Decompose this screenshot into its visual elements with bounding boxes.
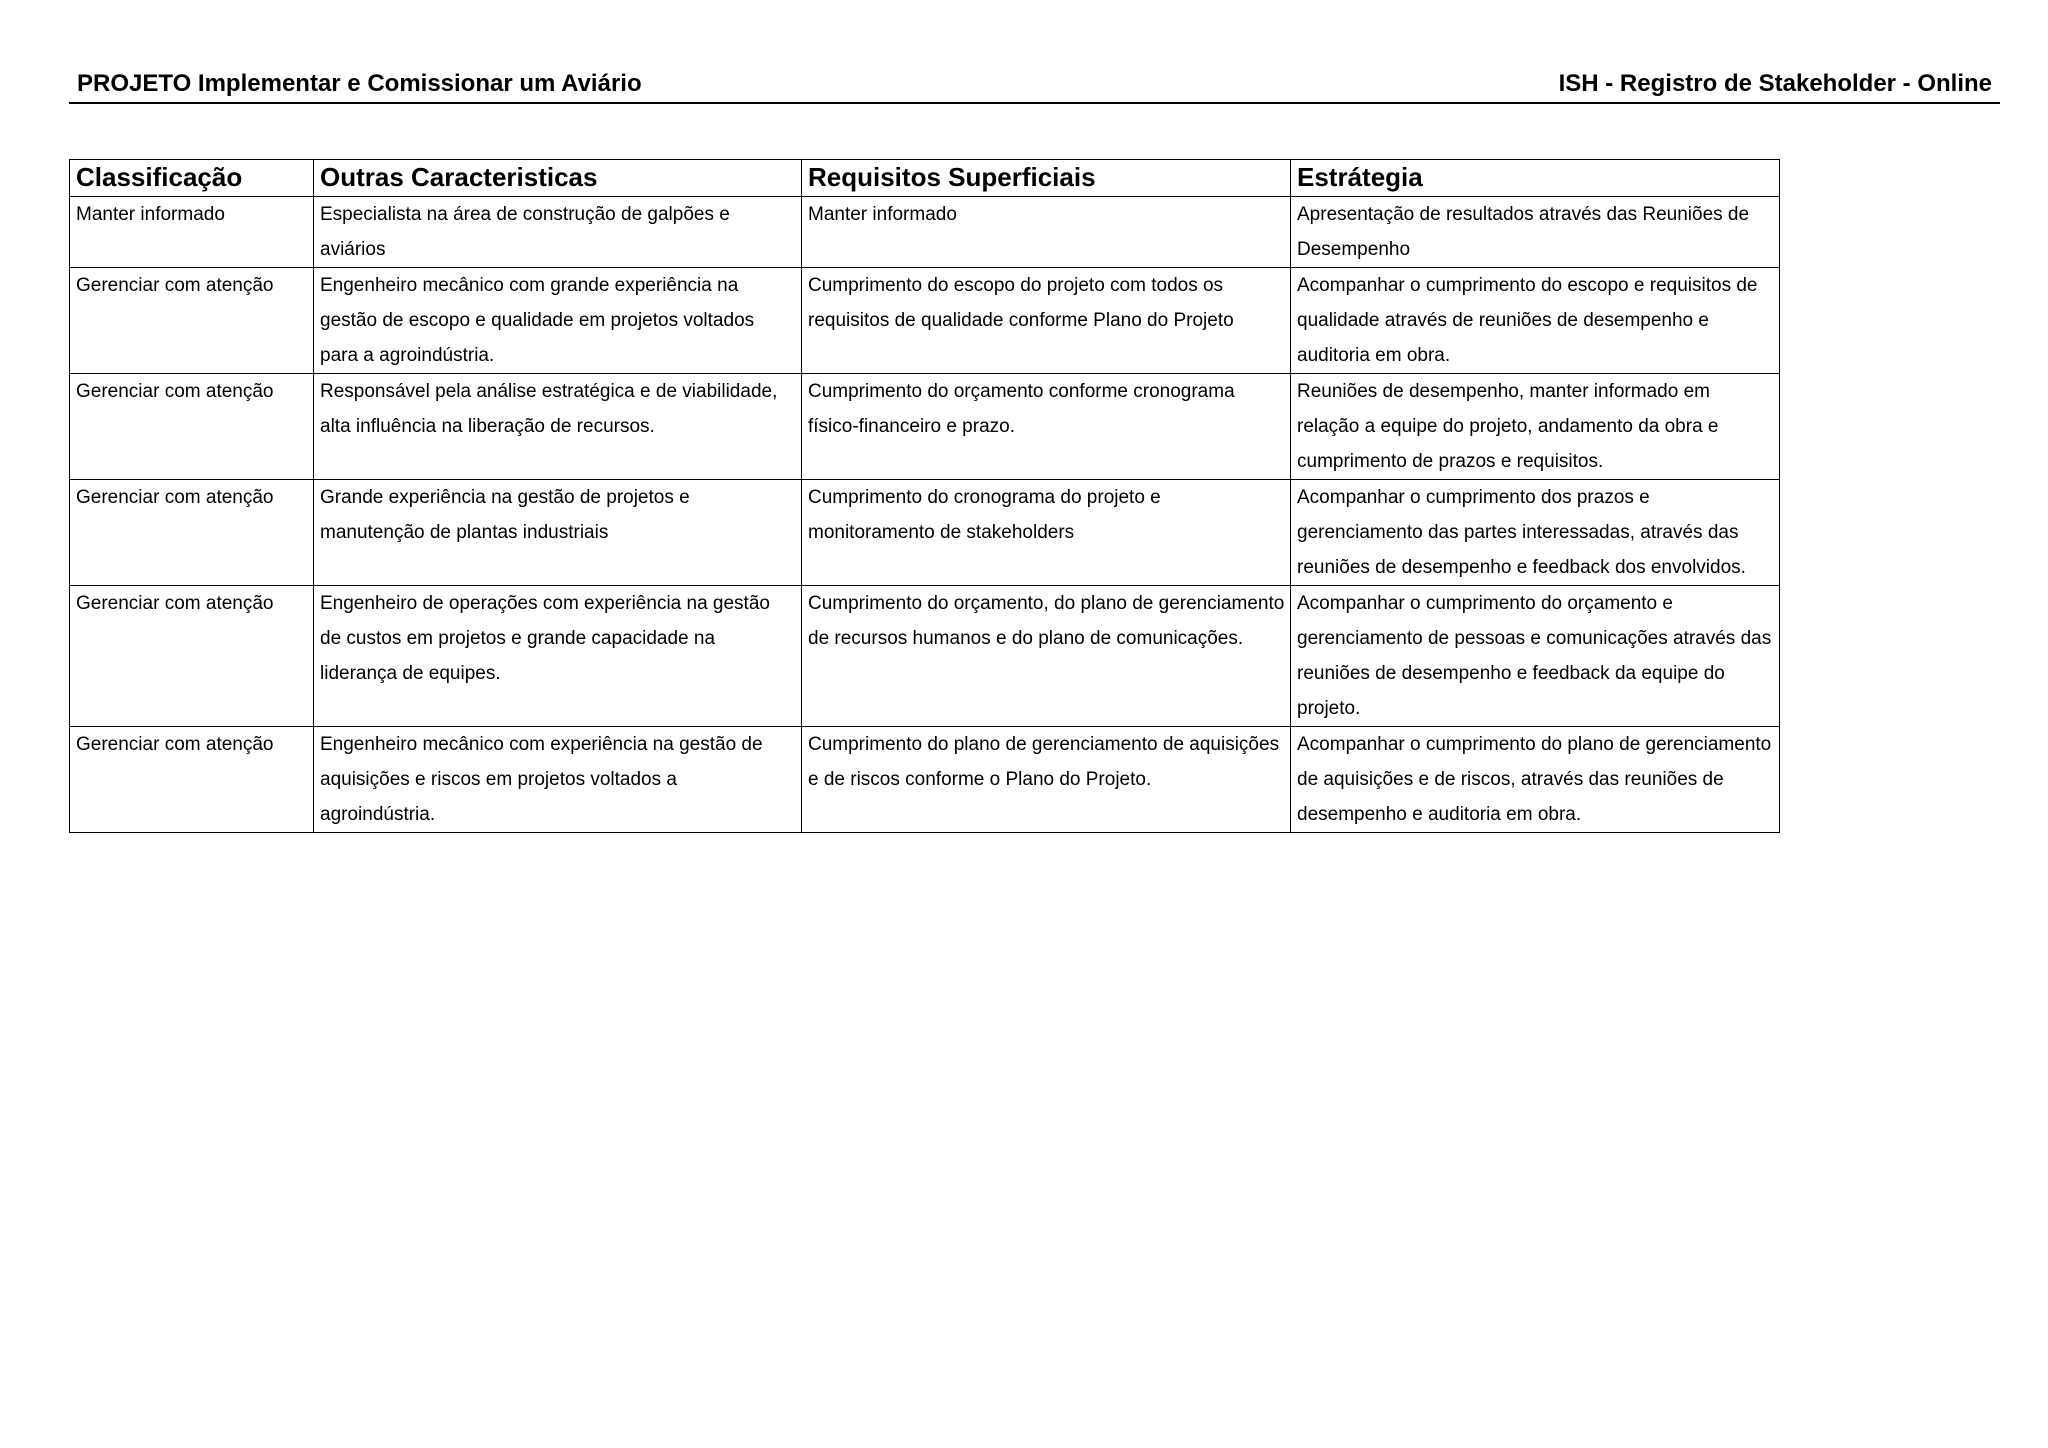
cell-outras-caracteristicas: Grande experiência na gestão de projetos e manutenção de plantas industriais [314, 480, 802, 586]
table-row [70, 374, 1780, 480]
cell-estrategia: Acompanhar o cumprimento dos prazos e gerenciamento das partes interessadas, através das reuniões de desempenho e feedback dos envolvidos. [1291, 480, 1780, 586]
cell-requisitos-superficiais: Cumprimento do escopo do projeto com todos os requisitos de qualidade conforme Plano do Projeto [802, 268, 1291, 374]
page-header [69, 66, 2000, 104]
table-header-row [70, 160, 1780, 197]
project-title: PROJETO Implementar e Comissionar um Aviário [77, 70, 642, 97]
document-title: ISH - Registro de Stakeholder - Online [1558, 70, 1992, 97]
cell-estrategia: Apresentação de resultados através das Reuniões de Desempenho [1291, 197, 1780, 268]
cell-requisitos-superficiais: Cumprimento do orçamento, do plano de gerenciamento de recursos humanos e do plano de comunicações. [802, 586, 1291, 727]
stakeholder-table [69, 159, 1780, 833]
cell-classificacao: Manter informado [70, 197, 314, 268]
cell-outras-caracteristicas: Engenheiro de operações com experiência na gestão de custos em projetos e grande capacidade na liderança de equipes. [314, 586, 802, 727]
cell-outras-caracteristicas: Engenheiro mecânico com grande experiência na gestão de escopo e qualidade em projetos voltados para a agroindústria. [314, 268, 802, 374]
cell-requisitos-superficiais: Cumprimento do plano de gerenciamento de aquisições e de riscos conforme o Plano do Projeto. [802, 727, 1291, 833]
column-header-outras-caracteristicas: Outras Caracteristicas [314, 160, 802, 197]
table-row [70, 586, 1780, 727]
cell-outras-caracteristicas: Especialista na área de construção de galpões e aviários [314, 197, 802, 268]
cell-requisitos-superficiais: Manter informado [802, 197, 1291, 268]
cell-requisitos-superficiais: Cumprimento do orçamento conforme cronograma físico-financeiro e prazo. [802, 374, 1291, 480]
column-header-classificacao: Classificação [70, 160, 314, 197]
cell-classificacao: Gerenciar com atenção [70, 586, 314, 727]
cell-outras-caracteristicas: Responsável pela análise estratégica e de viabilidade, alta influência na liberação de recursos. [314, 374, 802, 480]
cell-classificacao: Gerenciar com atenção [70, 727, 314, 833]
cell-estrategia: Reuniões de desempenho, manter informado em relação a equipe do projeto, andamento da obra e cumprimento de prazos e requisitos. [1291, 374, 1780, 480]
cell-requisitos-superficiais: Cumprimento do cronograma do projeto e monitoramento de stakeholders [802, 480, 1291, 586]
table-row [70, 197, 1780, 268]
cell-classificacao: Gerenciar com atenção [70, 374, 314, 480]
cell-outras-caracteristicas: Engenheiro mecânico com experiência na gestão de aquisições e riscos em projetos voltados a agroindústria. [314, 727, 802, 833]
cell-estrategia: Acompanhar o cumprimento do escopo e requisitos de qualidade através de reuniões de desempenho e auditoria em obra. [1291, 268, 1780, 374]
column-header-estrategia: Estrátegia [1291, 160, 1780, 197]
cell-estrategia: Acompanhar o cumprimento do orçamento e gerenciamento de pessoas e comunicações através das reuniões de desempenho e feedback da equipe do projeto. [1291, 586, 1780, 727]
table-row [70, 480, 1780, 586]
column-header-requisitos-superficiais: Requisitos Superficiais [802, 160, 1291, 197]
cell-estrategia: Acompanhar o cumprimento do plano de gerenciamento de aquisições e de riscos, através das reuniões de desempenho e auditoria em obra. [1291, 727, 1780, 833]
cell-classificacao: Gerenciar com atenção [70, 268, 314, 374]
cell-classificacao: Gerenciar com atenção [70, 480, 314, 586]
table-row [70, 268, 1780, 374]
table-row [70, 727, 1780, 833]
